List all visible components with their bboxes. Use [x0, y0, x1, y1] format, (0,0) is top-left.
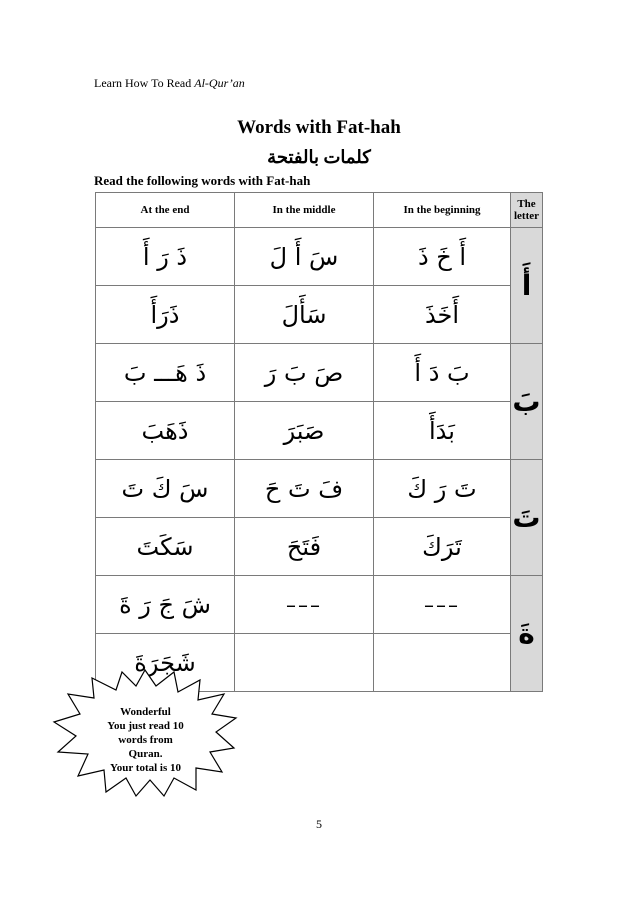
- callout-line: You just read 10: [107, 720, 184, 732]
- running-header: [94, 76, 245, 91]
- letter-cell: أَ: [511, 228, 543, 344]
- callout-line: words from: [118, 734, 173, 746]
- split-beginning: بَ دَ أَ: [374, 344, 511, 402]
- instruction-text: Read the following words with Fat-hah: [94, 173, 311, 188]
- page-number: 5: [316, 817, 322, 831]
- joined-beginning: بَدَأَ: [374, 402, 511, 460]
- joined-middle: سَأَلَ: [235, 286, 374, 344]
- callout-line: Quran.: [128, 748, 163, 760]
- split-middle: سَ أَ لَ: [235, 228, 374, 286]
- split-beginning: تَ رَ كَ: [374, 460, 511, 518]
- table-row: [96, 344, 543, 402]
- page-title: Words with Fat-hah: [237, 117, 401, 138]
- table-row: [96, 460, 543, 518]
- table-row: [96, 286, 543, 344]
- split-middle: فَ تَ حَ: [235, 460, 374, 518]
- letter-cell: تَ: [511, 460, 543, 576]
- joined-beginning: أَخَذَ: [374, 286, 511, 344]
- split-end: شَ جَ رَ ةَ: [96, 576, 235, 634]
- words-table: [95, 192, 543, 692]
- split-end: سَ كَ تَ: [96, 460, 235, 518]
- table-row: [96, 576, 543, 634]
- callout-text: [88, 705, 203, 775]
- joined-end: ذَهَبَ: [96, 402, 235, 460]
- letter-cell: ةَ: [511, 576, 543, 692]
- joined-middle: صَبَرَ: [235, 402, 374, 460]
- split-beginning: –––: [374, 576, 511, 634]
- callout-line: Wonderful: [120, 706, 171, 718]
- letter-cell: بَ: [511, 344, 543, 460]
- joined-beginning: [374, 634, 511, 692]
- joined-end: ذَرَأَ: [96, 286, 235, 344]
- split-end: ذَ رَ أَ: [96, 228, 235, 286]
- table-row: [96, 402, 543, 460]
- header-italic: Al-Qur’an: [194, 76, 245, 90]
- callout-line: Your total is 10: [110, 762, 181, 774]
- joined-beginning: تَرَكَ: [374, 518, 511, 576]
- joined-middle: فَتَحَ: [235, 518, 374, 576]
- header-letter: The letter: [511, 193, 543, 228]
- header-text: Learn How To Read: [94, 76, 195, 90]
- arabic-subtitle: كلمات بالفتحة: [267, 147, 371, 167]
- split-end: ذَ هَـــ بَ: [96, 344, 235, 402]
- split-middle: –––: [235, 576, 374, 634]
- split-beginning: أَ خَ ذَ: [374, 228, 511, 286]
- split-middle: صَ بَ رَ: [235, 344, 374, 402]
- header-beginning: In the beginning: [374, 193, 511, 228]
- joined-middle: [235, 634, 374, 692]
- joined-end: سَكَتَ: [96, 518, 235, 576]
- table-header-row: [96, 193, 543, 228]
- header-end: At the end: [96, 193, 235, 228]
- table-row: [96, 518, 543, 576]
- joined-end: شَجَرَةَ: [96, 634, 235, 692]
- header-middle: In the middle: [235, 193, 374, 228]
- table-row: [96, 228, 543, 286]
